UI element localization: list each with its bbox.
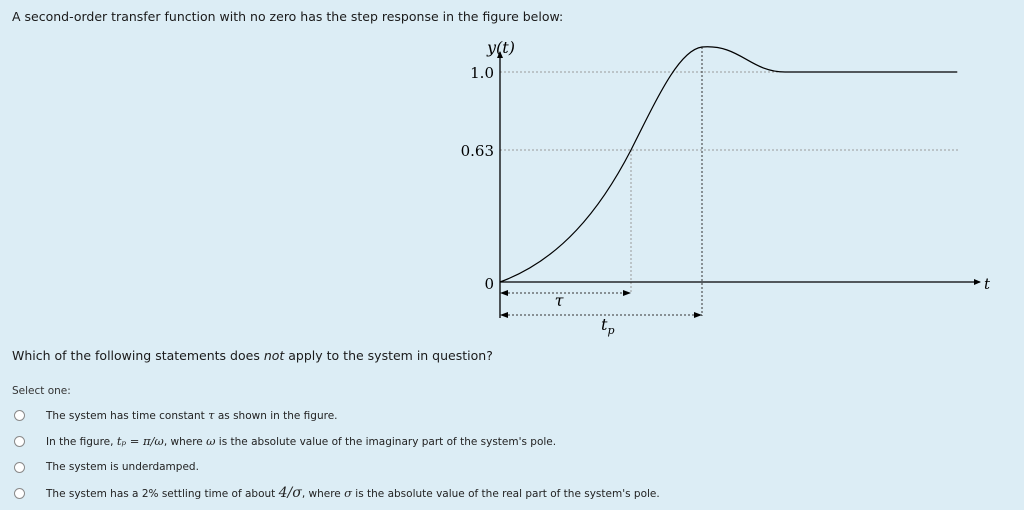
answer-option-d-label: The system has a 2% settling time of about 4/σ, where σ is the absolute value of the real part of the system's pole. [46,485,660,501]
answer-option-c-label: The system is underdamped. [46,461,199,473]
radio-button[interactable] [14,410,25,421]
select-one-label: Select one: [12,385,71,397]
sub-question: Which of the following statements does not apply to the system in question? [12,348,493,363]
tick-label-0: 0 [484,275,494,293]
tick-label-0-63: 0.63 [460,142,494,160]
tp-label: $t_p$ [601,315,615,337]
radio-button[interactable] [14,488,25,499]
tick-label-1-0: 1.0 [470,64,494,82]
tp-arrow-right [694,312,702,318]
tau-arrow-right [623,290,631,296]
radio-button[interactable] [14,462,25,473]
answer-option-b[interactable] [14,430,1014,452]
answer-option-d[interactable] [14,482,1014,504]
y-axis-label: y(t) [487,38,515,57]
answer-option-a[interactable] [14,404,1014,426]
answer-option-a-label: The system has time constant τ as shown in the figure. [46,408,338,422]
radio-button[interactable] [14,436,25,447]
x-axis-label: t [984,275,991,293]
step-response-curve [500,47,957,282]
answer-option-c[interactable] [14,456,1014,478]
answer-option-b-label: In the figure, tₚ = π/ω, where ω is the absolute value of the imaginary part of the system's pole. [46,434,557,448]
tp-arrow-left [500,312,508,318]
question-title: A second-order transfer function with no zero has the step response in the figure below: [12,9,564,24]
tau-label: τ [554,291,564,310]
tau-arrow-left [500,290,508,296]
